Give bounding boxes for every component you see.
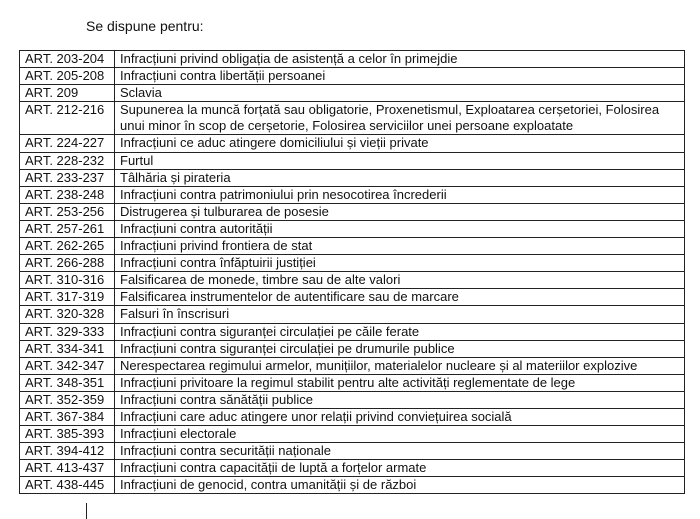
- table-row: [20, 68, 685, 85]
- article-range-cell: ART. 367-384: [20, 408, 115, 425]
- article-range-cell: ART. 310-316: [20, 272, 115, 289]
- offense-description-cell: Infracțiuni contra siguranței circulației pe căile ferate: [115, 323, 685, 340]
- article-range-cell: ART. 348-351: [20, 374, 115, 391]
- offense-description-cell: Infracțiuni privind obligația de asistență a celor în primejdie: [115, 51, 685, 68]
- table-row: [20, 51, 685, 68]
- intro-text: Se dispune pentru:: [86, 18, 204, 34]
- article-range-cell: ART. 266-288: [20, 255, 115, 272]
- offense-description-cell: Distrugerea și tulburarea de posesie: [115, 203, 685, 220]
- table-row: [20, 152, 685, 169]
- offense-description-cell: Furtul: [115, 152, 685, 169]
- offense-description-cell: Infracțiuni contra patrimoniului prin nesocotirea încrederii: [115, 186, 685, 203]
- table-continuation-line: [86, 503, 87, 519]
- article-range-cell: ART. 262-265: [20, 238, 115, 255]
- table-row: [20, 357, 685, 374]
- offense-description-cell: Infracțiuni care aduc atingere unor relații privind conviețuirea socială: [115, 408, 685, 425]
- article-range-cell: ART. 342-347: [20, 357, 115, 374]
- offense-description-cell: Falsificarea instrumentelor de autentificare sau de marcare: [115, 289, 685, 306]
- table-row: [20, 85, 685, 102]
- table-row: [20, 135, 685, 152]
- table-row: [20, 391, 685, 408]
- offense-description-cell: Infracțiuni contra libertății persoanei: [115, 68, 685, 85]
- article-range-cell: ART. 233-237: [20, 169, 115, 186]
- offense-description-cell: Infracțiuni contra autorității: [115, 220, 685, 237]
- table-row: [20, 426, 685, 443]
- table-row: [20, 477, 685, 494]
- offense-description-cell: Infracțiuni de genocid, contra umanității și de război: [115, 477, 685, 494]
- table-row: [20, 186, 685, 203]
- offense-description-cell: Infracțiuni ce aduc atingere domiciliului și vieții private: [115, 135, 685, 152]
- article-range-cell: ART. 413-437: [20, 460, 115, 477]
- article-range-cell: ART. 438-445: [20, 477, 115, 494]
- offense-description-cell: Infracțiuni privitoare la regimul stabilit pentru alte activități reglementate de lege: [115, 374, 685, 391]
- article-range-cell: ART. 320-328: [20, 306, 115, 323]
- offense-description-cell: Sclavia: [115, 85, 685, 102]
- article-range-cell: ART. 317-319: [20, 289, 115, 306]
- article-range-cell: ART. 203-204: [20, 51, 115, 68]
- table-row: [20, 443, 685, 460]
- table-row: [20, 272, 685, 289]
- offense-description-cell: Infracțiuni contra siguranței circulației pe drumurile publice: [115, 340, 685, 357]
- table-row: [20, 203, 685, 220]
- table-row: [20, 323, 685, 340]
- table-row: [20, 340, 685, 357]
- article-range-cell: ART. 329-333: [20, 323, 115, 340]
- table-row: [20, 102, 685, 135]
- table-row: [20, 255, 685, 272]
- offense-description-cell: Infracțiuni contra înfăptuirii justiției: [115, 255, 685, 272]
- article-range-cell: ART. 352-359: [20, 391, 115, 408]
- table-row: [20, 238, 685, 255]
- table-row: [20, 306, 685, 323]
- article-range-cell: ART. 224-227: [20, 135, 115, 152]
- article-range-cell: ART. 253-256: [20, 203, 115, 220]
- table-row: [20, 374, 685, 391]
- offense-description-cell: Infracțiuni contra securității naționale: [115, 443, 685, 460]
- article-range-cell: ART. 205-208: [20, 68, 115, 85]
- article-range-cell: ART. 257-261: [20, 220, 115, 237]
- table-row: [20, 220, 685, 237]
- article-range-cell: ART. 238-248: [20, 186, 115, 203]
- article-range-cell: ART. 209: [20, 85, 115, 102]
- table-row: [20, 169, 685, 186]
- table-row: [20, 460, 685, 477]
- offense-description-cell: Falsuri în înscrisuri: [115, 306, 685, 323]
- offense-description-cell: Infracțiuni contra sănătății publice: [115, 391, 685, 408]
- article-range-cell: ART. 212-216: [20, 102, 115, 135]
- articles-table: [19, 50, 685, 494]
- table-row: [20, 408, 685, 425]
- offense-description-cell: Infracțiuni electorale: [115, 426, 685, 443]
- offense-description-cell: Nerespectarea regimului armelor, munițiilor, materialelor nucleare și al materiilor explozive: [115, 357, 685, 374]
- offense-description-cell: Supunerea la muncă forțată sau obligatorie, Proxenetismul, Exploatarea cerșetoriei, Folosirea unui minor în scop de cerșetorie, Folosirea serviciilor unei persoane exploatate: [115, 102, 685, 135]
- offense-description-cell: Infracțiuni privind frontiera de stat: [115, 238, 685, 255]
- offense-description-cell: Tâlhăria și pirateria: [115, 169, 685, 186]
- offense-description-cell: Infracțiuni contra capacității de luptă a forțelor armate: [115, 460, 685, 477]
- article-range-cell: ART. 228-232: [20, 152, 115, 169]
- table-row: [20, 289, 685, 306]
- article-range-cell: ART. 334-341: [20, 340, 115, 357]
- article-range-cell: ART. 394-412: [20, 443, 115, 460]
- offense-description-cell: Falsificarea de monede, timbre sau de alte valori: [115, 272, 685, 289]
- articles-table-body: [20, 51, 685, 494]
- article-range-cell: ART. 385-393: [20, 426, 115, 443]
